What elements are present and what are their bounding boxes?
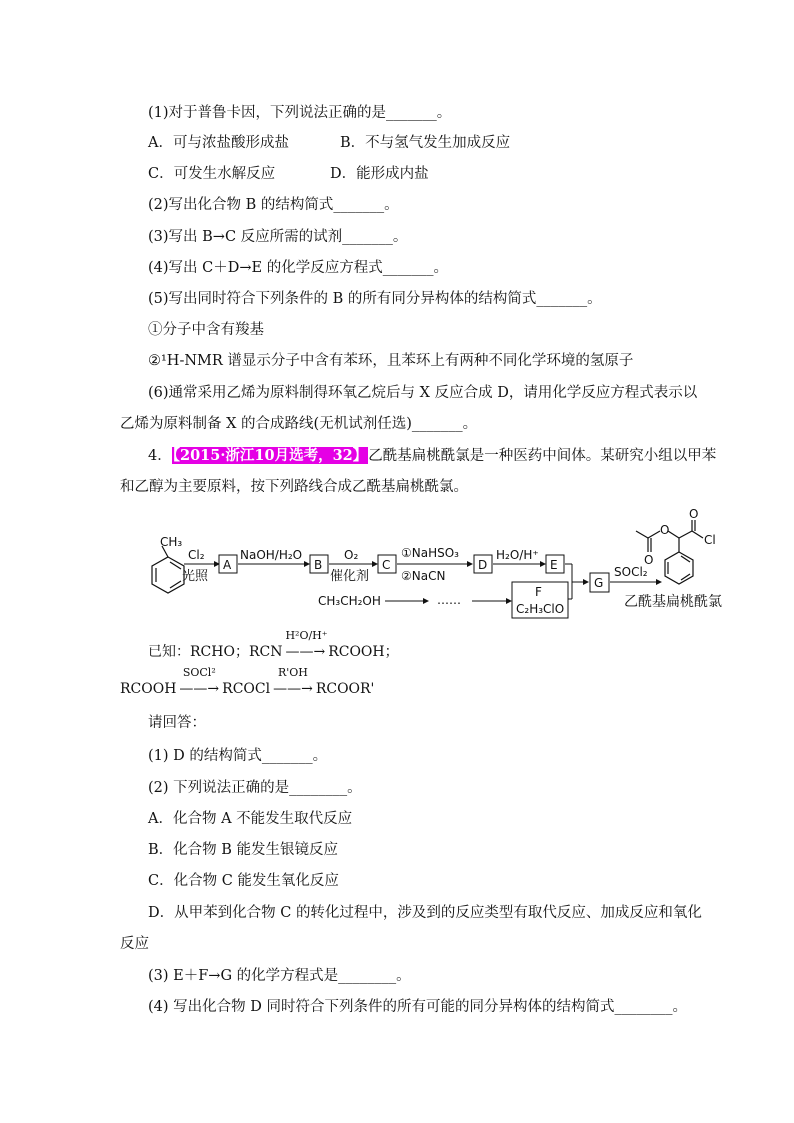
q4-number: 4． (148, 448, 172, 464)
q4-sub2-option-b: B．化合物 B 能发生银镜反应 (148, 842, 339, 858)
q3-option-d: D．能形成内盐 (330, 166, 429, 182)
q4-sub2-option-d: D．从甲苯到化合物 C 的转化过程中，涉及到的反应类型有取代反应、加成反应和氧化 (148, 905, 702, 921)
known-arrow-2-reagent: SOCl² (182, 666, 216, 679)
reagent-naoh: NaOH/H₂O (240, 548, 303, 562)
q4-intro-cont: 和乙醇为主要原料，按下列路线合成乙酰基扁桃酰氯。 (120, 479, 468, 495)
q4-sub3: (3) E＋F→G 的化学方程式是________。 (148, 968, 411, 984)
q4-intro-text: 乙酰基扁桃酰氯是一种医药中间体。某研究小组以甲苯 (368, 448, 717, 464)
q3-option-b: B．不与氢气发生加成反应 (340, 135, 511, 151)
label-f: F (535, 585, 542, 599)
known-line-1 (148, 629, 399, 661)
q3-part3: (3)写出 B→C 反应所需的试剂_______。 (148, 229, 408, 245)
f-formula: C₂H₃ClO (516, 602, 565, 616)
q4-intro (148, 447, 716, 465)
label-a: A (223, 558, 232, 572)
known-arrow-2 (179, 666, 220, 697)
q4-source-tag: 【2015·浙江10月选考，32】 (172, 447, 368, 464)
q4-sub2-option-d-cont: 反应 (120, 936, 149, 952)
label-g: G (594, 576, 604, 590)
q3-part5: (5)写出同时符合下列条件的 B 的所有同分异构体的结构简式_______。 (148, 291, 602, 307)
ch3-label: CH₃ (160, 535, 183, 549)
label-e: E (550, 558, 558, 572)
condition-catalyst: 催化剂 (330, 569, 370, 584)
known-arrow-2-shaft: ——→ (179, 681, 220, 697)
q4-prompt: 请回答： (148, 715, 206, 731)
q4-sub4: (4) 写出化合物 D 同时符合下列条件的所有可能的同分异构体的结构简式________。 (148, 999, 687, 1015)
q4-sub2-option-c: C．化合物 C 能发生氧化反应 (148, 873, 339, 889)
known-arrow-3-reagent: R'OH (277, 666, 308, 679)
known-product-1: RCOOH； (328, 644, 399, 660)
condition-light: 光照 (182, 569, 209, 584)
ester-o: O (660, 523, 670, 537)
known-intermediate-2: RCOCl (222, 681, 271, 697)
known-arrow-1-shaft: ——→ (285, 644, 326, 660)
q4-sub2: (2) 下列说法正确的是________。 (148, 780, 362, 796)
known-product-2: RCOOR' (315, 681, 375, 697)
product-name: 乙酰基扁桃酰氯 (624, 594, 722, 610)
known-arrow-1 (285, 629, 328, 660)
reagent-nahso3: ①NaHSO₃ (401, 546, 459, 560)
known-label: 已知：RCHO；RCN (148, 644, 283, 660)
q3-option-c: C．可发生水解反应 (148, 166, 276, 182)
known-reactant-2: RCOOH (120, 681, 177, 697)
ester-carbonyl-o: O (644, 553, 654, 567)
q3-part1: (1)对于普鲁卡因，下列说法正确的是_______。 (148, 105, 452, 121)
known-arrow-1-reagent: H²O/H⁺ (285, 629, 328, 642)
reagent-o2: O₂ (344, 548, 359, 562)
label-d: D (478, 558, 488, 572)
ellipsis: …… (437, 593, 461, 607)
known-line-2 (120, 666, 375, 697)
q3-condition-1: ①分子中含有羧基 (148, 322, 264, 338)
product-structure (636, 507, 716, 584)
reagent-nacn: ②NaCN (401, 569, 446, 583)
q4-sub1: (1) D 的结构简式_______。 (148, 748, 328, 764)
label-b: B (314, 558, 323, 572)
acyl-cl: Cl (704, 533, 716, 547)
reagent-socl2: SOCl₂ (614, 565, 648, 579)
synthesis-route-diagram (0, 500, 794, 625)
q3-option-a: A．可与浓盐酸形成盐 (148, 135, 289, 151)
q3-part6: (6)通常采用乙烯为原料制得环氧乙烷后与 X 反应合成 D，请用化学反应方程式表示以 (148, 385, 698, 401)
reagent-h2o-h: H₂O/H⁺ (496, 548, 539, 562)
reagent-cl2: Cl₂ (188, 548, 205, 562)
toluene-structure (152, 535, 184, 593)
ethanol-label: CH₃CH₂OH (318, 594, 381, 608)
label-c: C (382, 558, 391, 572)
known-arrow-3 (273, 666, 313, 697)
q4-sub2-option-a: A．化合物 A 不能发生取代反应 (148, 811, 353, 827)
acyl-carbonyl-o: O (689, 507, 699, 521)
q3-part2: (2)写出化合物 B 的结构简式_______。 (148, 197, 399, 213)
q3-part6-cont: 乙烯为原料制备 X 的合成路线(无机试剂任选)_______。 (120, 416, 478, 432)
q3-condition-2: ②¹H-NMR 谱显示分子中含有苯环，且苯环上有两种不同化学环境的氢原子 (148, 353, 634, 369)
known-arrow-3-shaft: ——→ (273, 681, 313, 697)
q3-part4: (4)写出 C＋D→E 的化学反应方程式_______。 (148, 260, 448, 276)
